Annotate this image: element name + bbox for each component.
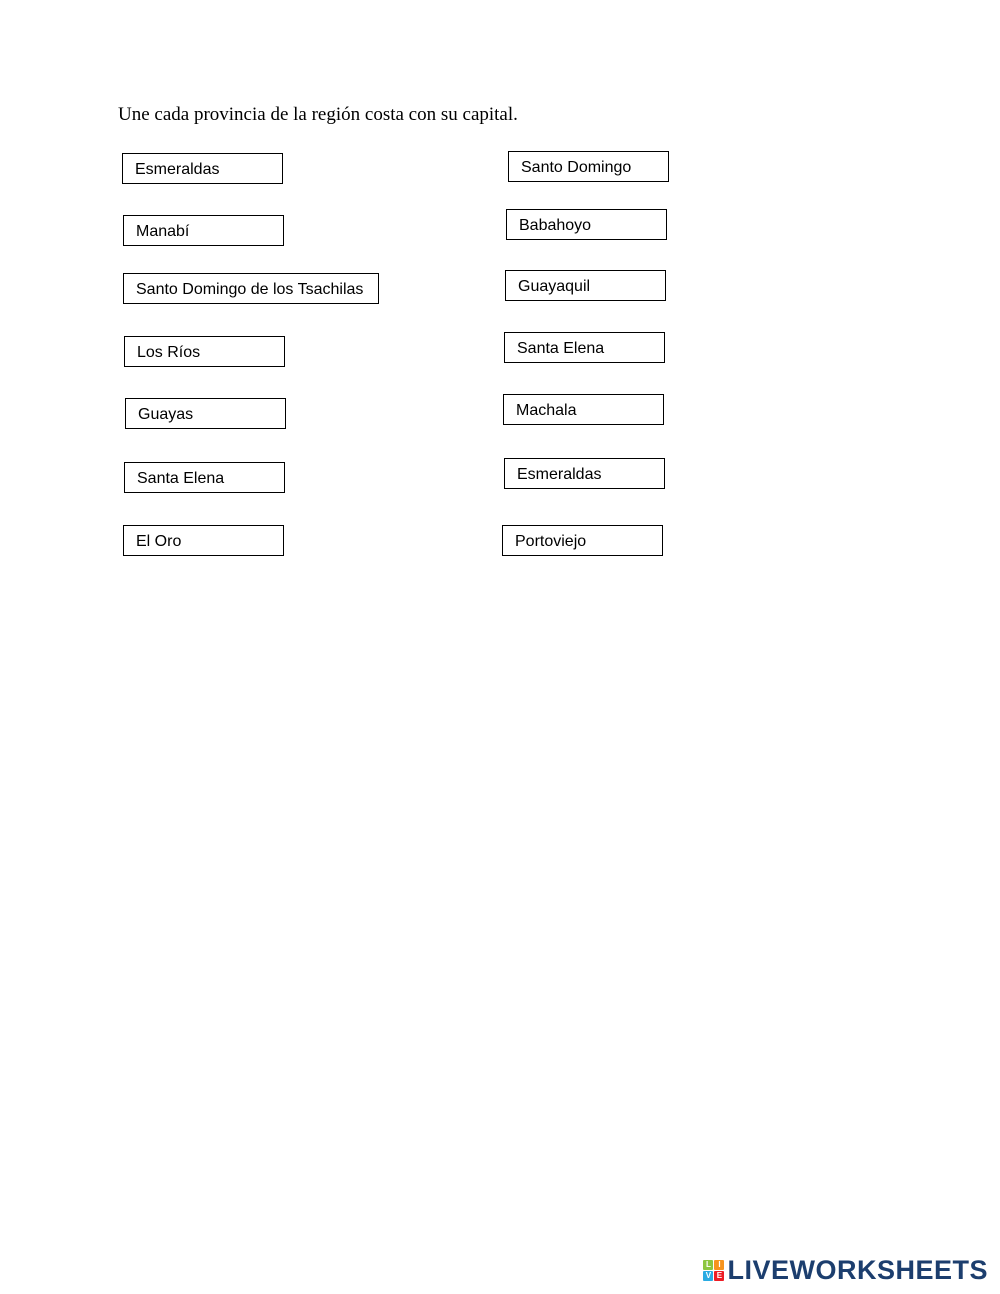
province-box-esmeraldas[interactable]: Esmeraldas (122, 153, 283, 184)
liveworksheets-logo (703, 1257, 988, 1284)
logo-letter-v: V (703, 1271, 713, 1281)
capital-box-santo-domingo[interactable]: Santo Domingo (508, 151, 669, 182)
province-box-santa-elena[interactable]: Santa Elena (124, 462, 285, 493)
province-box-los-rios[interactable]: Los Ríos (124, 336, 285, 367)
brand-text: LIVEWORKSHEETS (727, 1255, 988, 1285)
province-box-guayas[interactable]: Guayas (125, 398, 286, 429)
capital-box-esmeraldas[interactable]: Esmeraldas (504, 458, 665, 489)
capital-box-portoviejo[interactable]: Portoviejo (502, 525, 663, 556)
logo-icon (703, 1260, 724, 1281)
capital-box-babahoyo[interactable]: Babahoyo (506, 209, 667, 240)
province-box-santo-domingo-de-los-tsachilas[interactable]: Santo Domingo de los Tsachilas (123, 273, 379, 304)
province-box-el-oro[interactable]: El Oro (123, 525, 284, 556)
logo-letter-e: E (714, 1271, 724, 1281)
capital-box-machala[interactable]: Machala (503, 394, 664, 425)
capital-box-guayaquil[interactable]: Guayaquil (505, 270, 666, 301)
instruction-text: Une cada provincia de la región costa con su capital. (118, 104, 518, 125)
capital-box-santa-elena[interactable]: Santa Elena (504, 332, 665, 363)
logo-letter-l: L (703, 1260, 713, 1270)
province-box-manabi[interactable]: Manabí (123, 215, 284, 246)
logo-letter-i: I (714, 1260, 724, 1270)
